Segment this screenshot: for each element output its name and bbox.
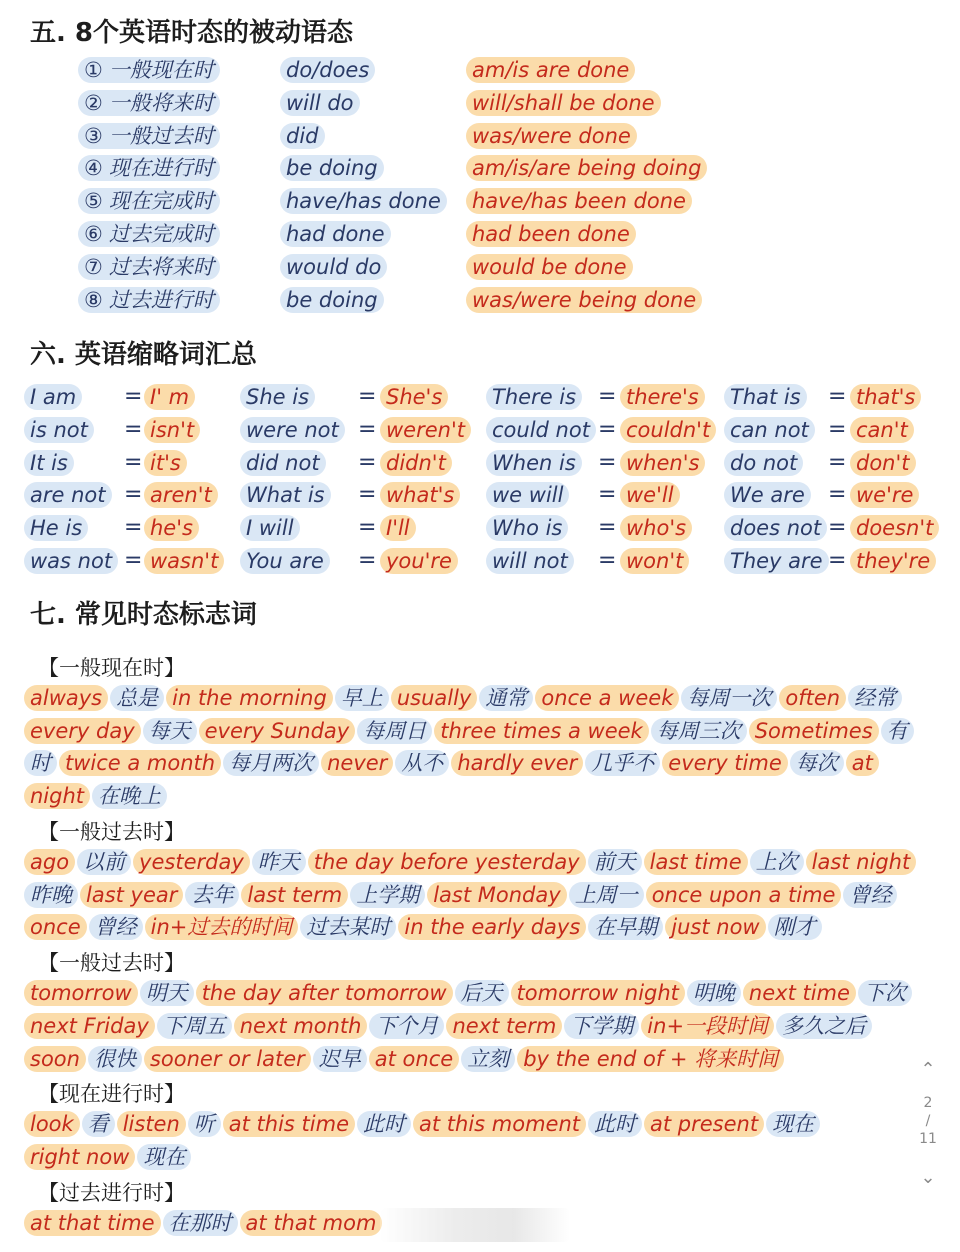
- marker-phrase: twice a month: [59, 750, 221, 776]
- contraction-row: [0, 482, 960, 510]
- tense-number: ①: [84, 58, 103, 82]
- passive-row: [0, 254, 960, 282]
- marker-phrase: in the early days: [398, 914, 586, 940]
- marker-phrase: the day after tomorrow: [196, 980, 453, 1006]
- contraction-short: couldn't: [620, 417, 716, 443]
- marker-phrase: last year: [80, 882, 183, 908]
- contraction-short: what's: [380, 482, 460, 508]
- marker-line: [24, 685, 944, 715]
- marker-phrase: usually: [391, 685, 478, 711]
- marker-meaning: 现在: [137, 1144, 191, 1170]
- contraction-full: We are: [724, 482, 811, 508]
- marker-line: [24, 1046, 944, 1076]
- equals-sign: =: [124, 482, 143, 508]
- contraction-full: When is: [486, 450, 582, 476]
- contraction-full: They are: [724, 548, 829, 574]
- tense-number: ⑧: [84, 287, 103, 312]
- marker-phrase: the day before yesterday: [308, 849, 586, 875]
- contraction-short: we're: [850, 482, 919, 508]
- contraction-full: could not: [486, 417, 596, 443]
- contraction-short: don't: [850, 450, 916, 476]
- marker-phrase: look: [24, 1111, 80, 1137]
- passive-form: have/has been done: [466, 188, 692, 214]
- active-form: be doing: [280, 155, 384, 181]
- contraction-short: you're: [380, 548, 458, 574]
- marker-phrase: next month: [234, 1013, 368, 1039]
- contraction-full: Who is: [486, 515, 568, 541]
- marker-meaning: 看: [82, 1111, 115, 1137]
- marker-phrase: yesterday: [133, 849, 250, 875]
- equals-sign: =: [124, 515, 143, 541]
- contraction-short: I'll: [380, 515, 416, 541]
- tense-label: 一般现在时: [108, 58, 214, 82]
- tense-number: ④: [84, 156, 103, 181]
- passive-row: [0, 123, 960, 151]
- marker-meaning: 有: [881, 718, 914, 744]
- equals-sign: =: [358, 416, 377, 442]
- tense-label: 过去将来时: [108, 254, 214, 279]
- tense-number: ⑦: [84, 254, 103, 279]
- section-passive-voice: [0, 0, 960, 330]
- marker-meaning: 下学期: [564, 1013, 639, 1039]
- marker-phrase: often: [779, 685, 846, 711]
- marker-phrase: every Sunday: [199, 718, 356, 744]
- marker-meaning: 每天: [143, 718, 197, 744]
- marker-meaning: 明晚: [687, 980, 741, 1006]
- marker-phrase: last term: [241, 882, 348, 908]
- equals-sign: =: [358, 482, 377, 508]
- marker-meaning: 早上: [335, 685, 389, 711]
- equals-sign: =: [358, 449, 377, 475]
- contraction-full: What is: [240, 482, 331, 508]
- equals-sign: =: [124, 416, 143, 442]
- tense-number: ②: [84, 90, 103, 115]
- marker-phrase: at this time: [223, 1111, 355, 1137]
- active-form: be doing: [280, 287, 384, 313]
- marker-phrase: at that time: [24, 1210, 161, 1236]
- contraction-full: is not: [24, 417, 94, 443]
- contraction-full: did not: [240, 450, 326, 476]
- contraction-short: doesn't: [850, 515, 939, 541]
- chevron-down-icon[interactable]: ⌄: [920, 1167, 936, 1188]
- marker-meaning: 后天: [455, 980, 509, 1006]
- active-form: do/does: [280, 57, 375, 83]
- marker-phrase: in the morning: [166, 685, 333, 711]
- equals-sign: =: [828, 416, 847, 442]
- contraction-short: isn't: [144, 417, 200, 443]
- tense-label: 一般过去时: [108, 123, 214, 148]
- passive-row: [0, 188, 960, 216]
- contraction-short: wasn't: [144, 548, 224, 574]
- marker-meaning: 上次: [750, 849, 804, 875]
- tense-group-label: 【过去进行时】: [38, 1180, 185, 1205]
- tense-label: 过去进行时: [108, 287, 214, 312]
- passive-row: [0, 221, 960, 249]
- active-form: had done: [280, 221, 391, 247]
- marker-phrase: in+过去的时间: [145, 914, 299, 940]
- equals-sign: =: [358, 384, 377, 409]
- active-form: will do: [280, 90, 360, 116]
- section7-title: 七. 常见时态标志词: [30, 600, 257, 630]
- contraction-short: it's: [144, 450, 187, 476]
- contraction-full: were not: [240, 417, 345, 443]
- marker-meaning: 经常: [848, 685, 902, 711]
- tense-number: ⑤: [84, 189, 103, 214]
- contraction-full: I am: [24, 384, 82, 410]
- passive-form: was/were done: [466, 123, 637, 149]
- marker-line: [24, 1144, 944, 1174]
- contraction-short: She's: [380, 384, 448, 410]
- marker-meaning: 以前: [77, 849, 131, 875]
- contraction-row: [0, 450, 960, 478]
- contraction-short: that's: [850, 384, 921, 410]
- marker-phrase: by the end of + 将来时间: [517, 1046, 784, 1072]
- marker-phrase: tomorrow night: [511, 980, 685, 1006]
- equals-sign: =: [358, 548, 377, 573]
- marker-meaning: 几乎不: [585, 750, 660, 776]
- marker-meaning: 去年: [185, 882, 239, 908]
- tense-group-label: 【一般过去时】: [38, 951, 185, 976]
- page-separator: /: [925, 1113, 931, 1129]
- contraction-short: can't: [850, 417, 914, 443]
- marker-meaning: 立刻: [461, 1046, 515, 1072]
- marker-meaning: 时: [24, 750, 57, 776]
- contraction-short: I' m: [144, 384, 195, 410]
- contraction-full: was not: [24, 548, 118, 574]
- section5-title: 五. 8个英语时态的被动语态: [30, 18, 354, 48]
- marker-meaning: 下次: [858, 980, 912, 1006]
- contraction-row: [0, 384, 960, 412]
- marker-meaning: 多久之后: [776, 1013, 872, 1039]
- contraction-full: He is: [24, 515, 88, 541]
- marker-meaning: 上周一: [569, 882, 644, 908]
- tense-name: [78, 57, 220, 83]
- marker-phrase: night: [24, 783, 90, 809]
- tense-group-label: 【一般现在时】: [38, 656, 185, 680]
- contraction-full: That is: [724, 384, 807, 410]
- marker-meaning: 过去某时: [300, 914, 396, 940]
- contraction-short: who's: [620, 515, 692, 541]
- equals-sign: =: [828, 482, 847, 508]
- contraction-full: You are: [240, 548, 330, 574]
- passive-row: [0, 287, 960, 315]
- active-form: have/has done: [280, 188, 447, 214]
- equals-sign: =: [598, 416, 617, 442]
- equals-sign: =: [124, 449, 143, 475]
- marker-meaning: 很快: [88, 1046, 142, 1072]
- marker-phrase: right now: [24, 1144, 135, 1170]
- contraction-full: are not: [24, 482, 112, 508]
- tense-name: [78, 254, 220, 280]
- marker-meaning: 每次: [790, 750, 844, 776]
- passive-row: [0, 57, 960, 85]
- marker-meaning: 听: [188, 1111, 221, 1137]
- marker-line: [24, 882, 944, 912]
- marker-phrase: next time: [743, 980, 856, 1006]
- contraction-short: we'll: [620, 482, 680, 508]
- equals-sign: =: [598, 548, 617, 573]
- marker-phrase: just now: [665, 914, 765, 940]
- contraction-full: do not: [724, 450, 803, 476]
- marker-phrase: listen: [117, 1111, 186, 1137]
- tense-number: ⑥: [84, 222, 103, 246]
- tense-group-label: 【现在进行时】: [38, 1082, 185, 1107]
- tense-label: 一般将来时: [108, 90, 214, 115]
- marker-meaning: 每月两次: [223, 750, 319, 776]
- equals-sign: =: [598, 515, 617, 541]
- marker-meaning: 迟早: [313, 1046, 367, 1072]
- marker-line: [24, 1013, 944, 1043]
- tense-name: [78, 155, 220, 181]
- marker-phrase: sooner or later: [144, 1046, 311, 1072]
- equals-sign: =: [124, 384, 143, 409]
- image-pager: [910, 1058, 946, 1198]
- contraction-full: does not: [724, 515, 827, 541]
- marker-phrase: once a week: [535, 685, 679, 711]
- contraction-short: won't: [620, 548, 689, 574]
- marker-meaning: 每周一次: [681, 685, 777, 711]
- marker-line: [24, 849, 944, 879]
- marker-phrase: once: [24, 914, 87, 940]
- marker-phrase: hardly ever: [451, 750, 583, 776]
- active-form: would do: [280, 254, 387, 280]
- marker-line: [24, 718, 944, 748]
- marker-meaning: 上学期: [350, 882, 425, 908]
- contraction-short: didn't: [380, 450, 452, 476]
- marker-line: [24, 914, 944, 944]
- contraction-short: weren't: [380, 417, 471, 443]
- tense-label: 现在完成时: [108, 189, 214, 214]
- tense-name: [78, 287, 220, 313]
- marker-phrase: in+一段时间: [641, 1013, 774, 1039]
- marker-phrase: Sometimes: [749, 718, 879, 744]
- marker-meaning: 在那时: [163, 1210, 238, 1236]
- page-total: 11: [919, 1131, 937, 1147]
- marker-meaning: 下个月: [369, 1013, 444, 1039]
- passive-form: am/is/are being doing: [466, 155, 707, 181]
- marker-phrase: once upon a time: [646, 882, 842, 908]
- marker-phrase: next Friday: [24, 1013, 155, 1039]
- marker-phrase: three times a week: [434, 718, 648, 744]
- contraction-full: She is: [240, 384, 315, 410]
- contraction-short: he's: [144, 515, 199, 541]
- marker-phrase: last Monday: [427, 882, 566, 908]
- marker-phrase: never: [321, 750, 393, 776]
- passive-form: was/were being done: [466, 287, 702, 313]
- page-current: 2: [923, 1095, 933, 1111]
- contraction-full: we will: [486, 482, 569, 508]
- contraction-short: there's: [620, 384, 705, 410]
- marker-phrase: last night: [806, 849, 917, 875]
- contraction-short: aren't: [144, 482, 218, 508]
- marker-meaning: 在晚上: [92, 783, 167, 809]
- marker-phrase: last time: [644, 849, 748, 875]
- marker-phrase: every day: [24, 718, 141, 744]
- marker-phrase: at once: [369, 1046, 459, 1072]
- section6-title: 六. 英语缩略词汇总: [30, 340, 257, 370]
- contraction-full: can not: [724, 417, 815, 443]
- marker-meaning: 昨天: [252, 849, 306, 875]
- equals-sign: =: [598, 449, 617, 475]
- passive-form: will/shall be done: [466, 90, 661, 116]
- equals-sign: =: [828, 449, 847, 475]
- marker-line: [24, 980, 944, 1010]
- marker-phrase: at: [846, 750, 879, 776]
- tense-name: [78, 188, 220, 214]
- equals-sign: =: [598, 482, 617, 508]
- image-watermark-overlay: [380, 1208, 570, 1242]
- contraction-full: There is: [486, 384, 582, 410]
- marker-meaning: 每周三次: [651, 718, 747, 744]
- marker-meaning: 下周五: [157, 1013, 232, 1039]
- marker-meaning: 通常: [479, 685, 533, 711]
- marker-meaning: 昨晚: [24, 882, 78, 908]
- chevron-up-icon[interactable]: ⌃: [920, 1059, 936, 1080]
- equals-sign: =: [828, 515, 847, 541]
- passive-form: had been done: [466, 221, 636, 247]
- tense-name: [78, 221, 220, 247]
- contraction-full: will not: [486, 548, 574, 574]
- tense-number: ③: [84, 123, 103, 148]
- tense-name: [78, 90, 220, 116]
- marker-meaning: 此时: [588, 1111, 642, 1137]
- marker-line: [24, 783, 944, 813]
- marker-phrase: always: [24, 685, 108, 711]
- contraction-short: when's: [620, 450, 705, 476]
- contraction-row: [0, 515, 960, 543]
- marker-meaning: 前天: [588, 849, 642, 875]
- contraction-short: they're: [850, 548, 936, 574]
- equals-sign: =: [828, 548, 847, 573]
- marker-meaning: 明天: [140, 980, 194, 1006]
- equals-sign: =: [828, 384, 847, 409]
- marker-meaning: 此时: [357, 1111, 411, 1137]
- marker-meaning: 在早期: [588, 914, 663, 940]
- marker-meaning: 刚才: [768, 914, 822, 940]
- passive-row: [0, 155, 960, 183]
- tense-name: [78, 123, 220, 149]
- marker-phrase: tomorrow: [24, 980, 138, 1006]
- passive-form: would be done: [466, 254, 633, 280]
- marker-phrase: ago: [24, 849, 75, 875]
- marker-meaning: 从不: [395, 750, 449, 776]
- marker-phrase: next term: [446, 1013, 562, 1039]
- passive-form: am/is are done: [466, 57, 635, 83]
- contraction-full: I will: [240, 515, 300, 541]
- marker-meaning: 现在: [766, 1111, 820, 1137]
- marker-meaning: 每周日: [357, 718, 432, 744]
- tense-label: 过去完成时: [108, 222, 214, 246]
- passive-row: [0, 90, 960, 118]
- contraction-full: It is: [24, 450, 74, 476]
- marker-phrase: soon: [24, 1046, 86, 1072]
- marker-phrase: at this moment: [413, 1111, 586, 1137]
- marker-meaning: 总是: [110, 685, 164, 711]
- active-form: did: [280, 123, 325, 149]
- marker-phrase: every time: [662, 750, 787, 776]
- tense-label: 现在进行时: [108, 156, 214, 181]
- equals-sign: =: [358, 515, 377, 541]
- marker-meaning: 曾经: [843, 882, 897, 908]
- contraction-row: [0, 417, 960, 445]
- tense-group-label: 【一般过去时】: [38, 820, 185, 844]
- equals-sign: =: [598, 384, 617, 409]
- marker-line: [24, 750, 944, 780]
- marker-phrase: at present: [644, 1111, 764, 1137]
- contraction-row: [0, 548, 960, 576]
- equals-sign: =: [124, 548, 143, 573]
- marker-line: [24, 1111, 944, 1141]
- marker-phrase: at that mom: [240, 1210, 383, 1236]
- marker-meaning: 曾经: [89, 914, 143, 940]
